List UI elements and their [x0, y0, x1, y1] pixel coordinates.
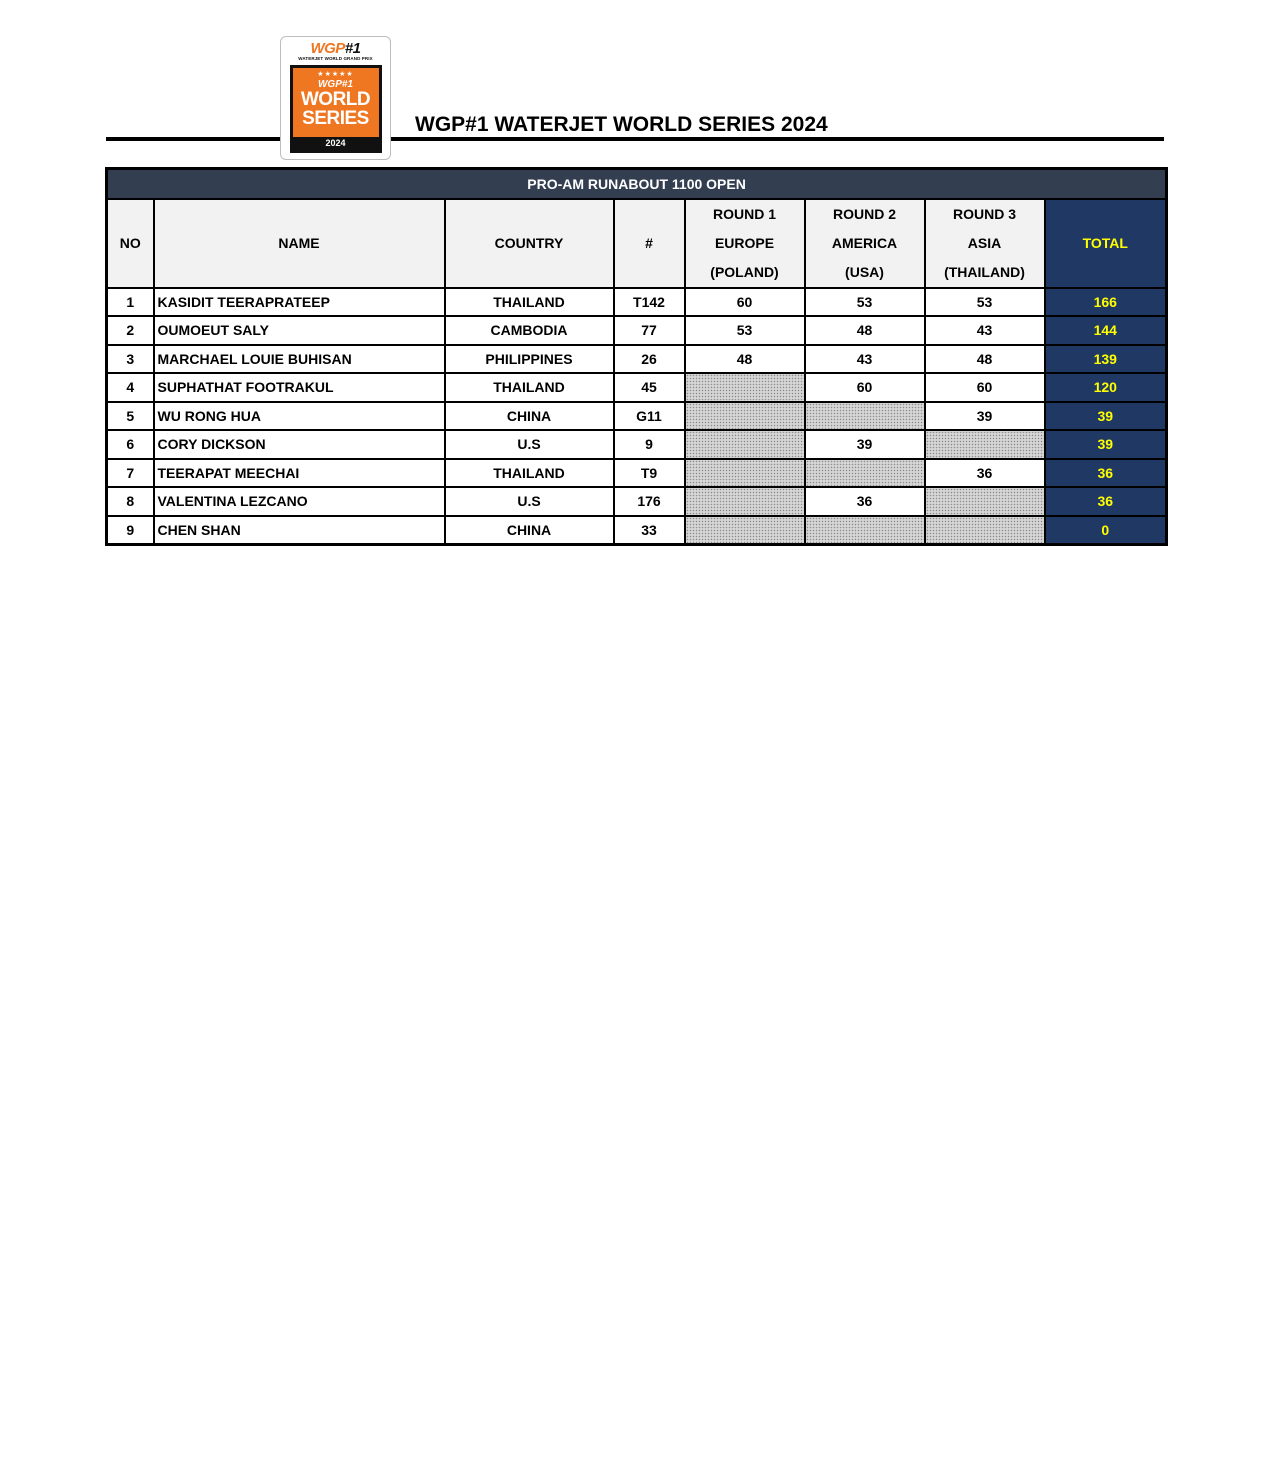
logo-line-world: WORLD — [300, 89, 371, 110]
col-round-2 — [805, 199, 925, 288]
total-points: 139 — [1045, 345, 1167, 374]
round-3-points-empty — [925, 430, 1045, 459]
round-3-points: 48 — [925, 345, 1045, 374]
rider-country: CAMBODIA — [445, 316, 614, 345]
rider-no: 3 — [107, 345, 154, 374]
col-round-2-label: ROUND 2 — [832, 205, 896, 222]
rider-no: 5 — [107, 402, 154, 431]
rider-name: SUPHATHAT FOOTRAKUL — [154, 373, 445, 402]
round-2-points: 48 — [805, 316, 925, 345]
rider-name: CHEN SHAN — [154, 516, 445, 545]
round-2-points: 53 — [805, 288, 925, 317]
round-2-points: 39 — [805, 430, 925, 459]
rider-name: MARCHAEL LOUIE BUHISAN — [154, 345, 445, 374]
round-3-points: 36 — [925, 459, 1045, 488]
rider-number: T142 — [614, 288, 685, 317]
col-round-3 — [925, 199, 1045, 288]
col-round-2-region: AMERICA — [831, 234, 898, 251]
total-points: 0 — [1045, 516, 1167, 545]
total-points: 120 — [1045, 373, 1167, 402]
rider-name: CORY DICKSON — [154, 430, 445, 459]
rider-number: 33 — [614, 516, 685, 545]
rider-no: 1 — [107, 288, 154, 317]
col-name: NAME — [154, 199, 445, 288]
col-round-1-label: ROUND 1 — [712, 205, 776, 222]
col-country: COUNTRY — [445, 199, 614, 288]
rider-name: KASIDIT TEERAPRATEEP — [154, 288, 445, 317]
table-row — [107, 316, 1167, 345]
rider-name: VALENTINA LEZCANO — [154, 487, 445, 516]
logo-brand-text: WGP — [310, 40, 345, 57]
round-3-points: 39 — [925, 402, 1045, 431]
table-row — [107, 288, 1167, 317]
round-1-points-empty — [685, 373, 805, 402]
col-round-2-country: (USA) — [845, 263, 884, 280]
round-1-points: 60 — [685, 288, 805, 317]
logo-brand-number: #1 — [344, 40, 361, 57]
rider-name: TEERAPAT MEECHAI — [154, 459, 445, 488]
column-header-row — [107, 199, 1167, 288]
table-row — [107, 402, 1167, 431]
round-1-points-empty — [685, 516, 805, 545]
title-rule-left — [106, 137, 280, 141]
round-2-points: 60 — [805, 373, 925, 402]
table-row — [107, 487, 1167, 516]
round-2-points-empty — [805, 459, 925, 488]
round-1-points-empty — [685, 487, 805, 516]
total-points: 144 — [1045, 316, 1167, 345]
logo-top — [285, 41, 386, 63]
logo-brand — [310, 42, 360, 56]
col-no: NO — [107, 199, 154, 288]
rider-no: 6 — [107, 430, 154, 459]
rider-country: THAILAND — [445, 373, 614, 402]
rider-country: THAILAND — [445, 288, 614, 317]
rider-number: 77 — [614, 316, 685, 345]
table-row — [107, 345, 1167, 374]
logo-year: 2024 — [293, 137, 379, 150]
rider-no: 4 — [107, 373, 154, 402]
category-title-row — [107, 169, 1167, 199]
col-round-3-region: ASIA — [967, 234, 1002, 251]
results-table — [105, 167, 1168, 546]
rider-country: U.S — [445, 487, 614, 516]
wgp-world-series-logo — [280, 36, 391, 160]
rider-no: 8 — [107, 487, 154, 516]
rider-country: THAILAND — [445, 459, 614, 488]
col-number: # — [614, 199, 685, 288]
total-points: 166 — [1045, 288, 1167, 317]
col-round-1 — [685, 199, 805, 288]
total-points: 36 — [1045, 487, 1167, 516]
rider-number: G11 — [614, 402, 685, 431]
round-3-points: 60 — [925, 373, 1045, 402]
round-3-points-empty — [925, 516, 1045, 545]
table-row — [107, 516, 1167, 545]
round-2-points: 36 — [805, 487, 925, 516]
round-2-points: 43 — [805, 345, 925, 374]
col-total: TOTAL — [1045, 199, 1167, 288]
col-round-3-country: (THAILAND) — [944, 263, 1025, 280]
page-title: WGP#1 WATERJET WORLD SERIES 2024 — [415, 113, 828, 136]
rider-country: CHINA — [445, 516, 614, 545]
logo-badge — [290, 65, 382, 153]
rider-number: 45 — [614, 373, 685, 402]
round-2-points-empty — [805, 402, 925, 431]
rider-country: CHINA — [445, 402, 614, 431]
round-3-points: 43 — [925, 316, 1045, 345]
rider-no: 9 — [107, 516, 154, 545]
logo-stars: ★★★★★ — [317, 71, 354, 78]
rider-no: 2 — [107, 316, 154, 345]
rider-name: WU RONG HUA — [154, 402, 445, 431]
rider-name: OUMOEUT SALY — [154, 316, 445, 345]
table-row — [107, 459, 1167, 488]
total-points: 39 — [1045, 430, 1167, 459]
round-1-points-empty — [685, 402, 805, 431]
round-1-points-empty — [685, 459, 805, 488]
total-points: 39 — [1045, 402, 1167, 431]
round-1-points: 53 — [685, 316, 805, 345]
col-round-1-region: EUROPE — [714, 234, 775, 251]
category-title: PRO-AM RUNABOUT 1100 OPEN — [107, 169, 1167, 199]
rider-number: 26 — [614, 345, 685, 374]
col-round-1-country: (POLAND) — [710, 263, 779, 280]
rider-no: 7 — [107, 459, 154, 488]
rider-country: U.S — [445, 430, 614, 459]
logo-line-series: SERIES — [302, 108, 369, 129]
rider-number: 9 — [614, 430, 685, 459]
round-2-points-empty — [805, 516, 925, 545]
round-1-points-empty — [685, 430, 805, 459]
round-1-points: 48 — [685, 345, 805, 374]
round-3-points: 53 — [925, 288, 1045, 317]
total-points: 36 — [1045, 459, 1167, 488]
rider-number: T9 — [614, 459, 685, 488]
table-row — [107, 373, 1167, 402]
rider-country: PHILIPPINES — [445, 345, 614, 374]
col-round-3-label: ROUND 3 — [952, 205, 1016, 222]
table-row — [107, 430, 1167, 459]
logo-mini-brand: WGP#1 — [317, 79, 353, 90]
round-3-points-empty — [925, 487, 1045, 516]
rider-number: 176 — [614, 487, 685, 516]
logo-subtitle: WATERJET WORLD GRAND PRIX — [298, 56, 373, 61]
results-body — [107, 288, 1167, 545]
